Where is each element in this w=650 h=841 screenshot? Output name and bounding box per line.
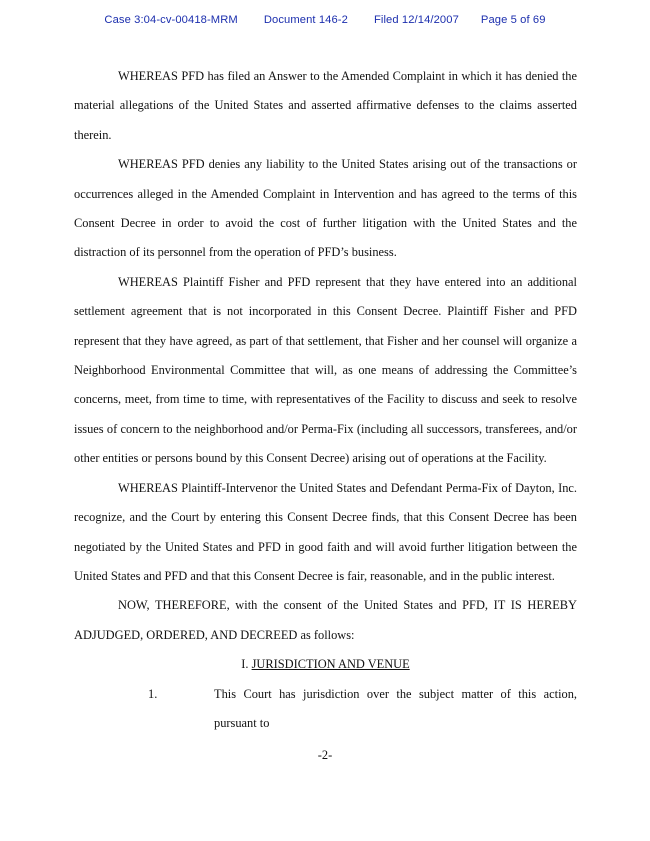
list-item-text: This Court has jurisdiction over the subject matter of this action, pursuant to [214, 686, 577, 730]
section-number: I. [241, 657, 249, 672]
list-item [74, 680, 577, 739]
paragraph-whereas-good-faith: WHEREAS Plaintiff-Intervenor the United States and Defendant Perma-Fix of Dayton, Inc. recognize, and the Court by entering this Consent Decree finds, that this Consent Decree has been negotiated by the United States and PFD in good faith and will avoid further litigation between the United States and PFD and that this Consent Decree is fair, reasonable, and in the public interest. [74, 480, 577, 583]
paragraph-whereas-denies-liability: WHEREAS PFD denies any liability to the United States arising out of the transactions or occurrences alleged in the Amended Complaint in Intervention and has agreed to the terms of this Consent Decree in order to avoid the cost of further litigation with the United States and the distraction of its personnel from the operation of PFD’s business. [74, 157, 577, 260]
paragraph-whereas-fisher-settlement: WHEREAS Plaintiff Fisher and PFD represent that they have entered into an additional settlement agreement that is not incorporated in this Consent Decree. Plaintiff Fisher and PFD represent that they have agreed, as part of that settlement, that Fisher and her counsel will organize a Neighborhood Environmental Committee that will, as one means of addressing the Committee’s concerns, meet, from time to time, with representatives of the Facility to discuss and seek to resolve issues of concern to the neighborhood and/or Perma-Fix (including all successors, transferees, and/or other entities or persons bound by this Consent Decree) arising out of operations at the Facility. [74, 274, 577, 466]
ecf-header-stamp [0, 14, 650, 26]
paragraph-whereas-answer: WHEREAS PFD has filed an Answer to the Amended Complaint in which it has denied the material allegations of the United States and asserted affirmative defenses to the claims asserted therein. [74, 69, 577, 142]
header-filed-date: Filed 12/14/2007 [373, 14, 459, 26]
document-body [74, 62, 577, 738]
paragraph-now-therefore: NOW, THEREFORE, with the consent of the United States and PFD, IT IS HEREBY ADJUDGED, ORDERED, AND DECREED as follows: [74, 598, 577, 642]
header-document-number: Document 146-2 [263, 14, 348, 26]
header-case-number: Case 3:04-cv-00418-MRM [104, 14, 238, 26]
header-page-indicator: Page 5 of 69 [480, 14, 546, 26]
page-number-footer: -2- [317, 748, 333, 762]
section-title: JURISDICTION AND VENUE [251, 657, 410, 672]
list-item-number: 1. [148, 686, 158, 701]
section-heading-jurisdiction [74, 650, 577, 679]
